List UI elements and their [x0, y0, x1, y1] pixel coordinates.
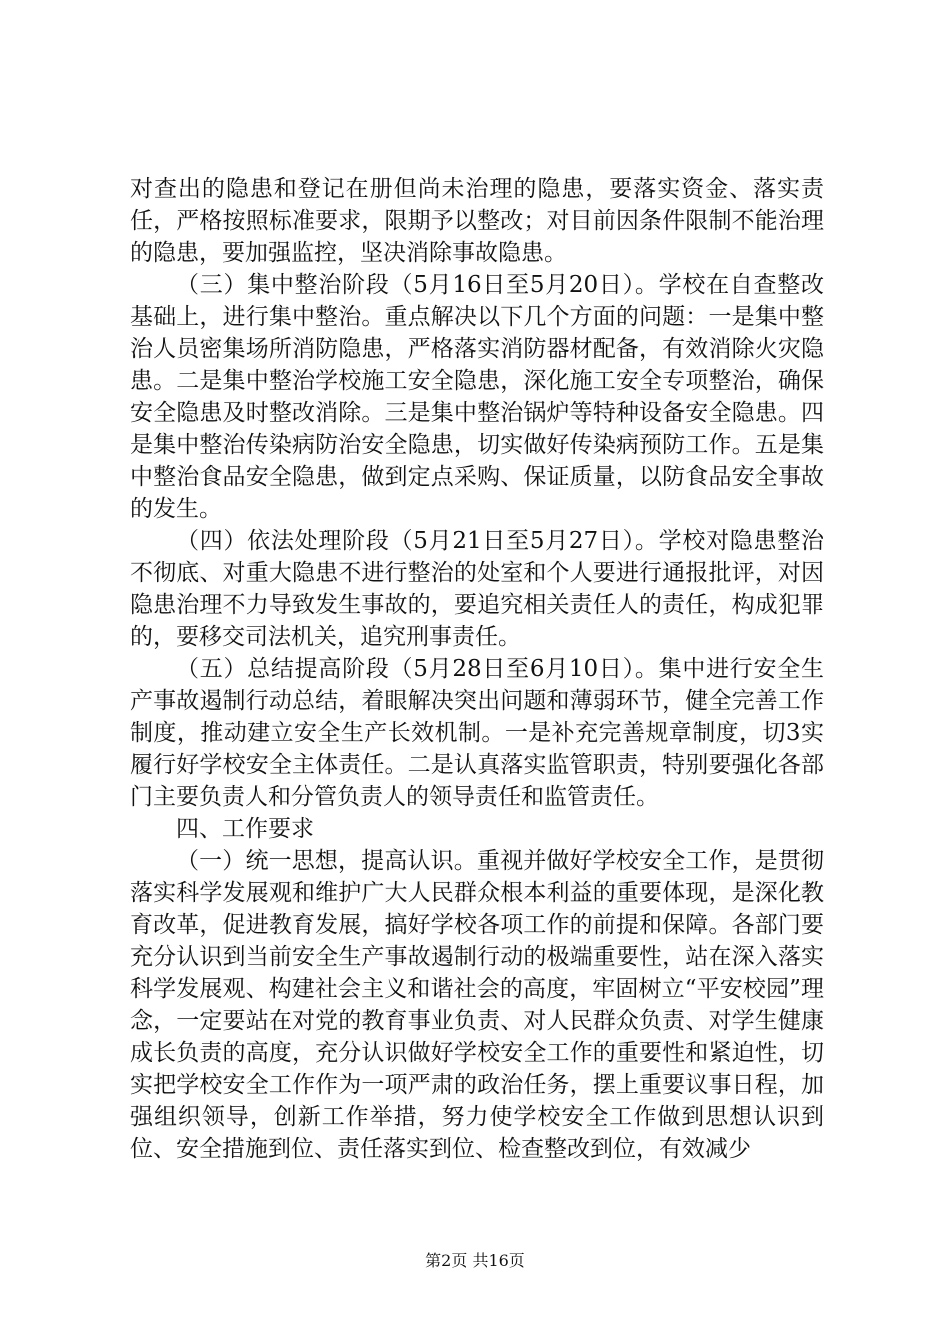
section-heading-work-requirements: 四、工作要求 — [176, 816, 314, 842]
paragraph-requirement-one: （一）统一思想，提高认识。重视并做好学校安全工作，是贯彻落实科学发展观和维护广大人民群众根本利益的重要体现，是深化教育改革，促进教育发展，搞好学校各项工作的前提和保障。各部门要充分认识到当前安全生产事故遏制行动的极端重要性，站在深入落实科学发展观、构建社会主义和谐社会的高度，牢固树立“平安校园”理念，一定要站在对党的教育事业负责、对人民群众负责、对学生健康成长负责的高度，充分认识做好学校安全工作的重要性和紧迫性，切实把学校安全工作作为一项严肃的政治任务，摆上重要议事日程，加强组织领导，创新工作举措，努力使学校安全工作做到思想认识到位、安全措施到位、责任落实到位、检查整改到位，有效减少 — [130, 848, 824, 1162]
paragraph-stage-three: （三）集中整治阶段（5月16日至5月20日）。学校在自查整改基础上，进行集中整治。重点解决以下几个方面的问题：一是集中整治人员密集场所消防隐患，严格落实消防器材配备，有效消除火灾隐患。二是集中整治学校施工安全隐患，深化施工安全专项整治，确保安全隐患及时整改消除。三是集中整治锅炉等特种设备安全隐患。四是集中整治传染病防治安全隐患，切实做好传染病预防工作。五是集中整治食品安全隐患，做到定点采购、保证质量，以防食品安全事故的发生。 — [130, 272, 824, 522]
paragraph-stage-four: （四）依法处理阶段（5月21日至5月27日）。学校对隐患整治不彻底、对重大隐患不进行整治的处室和个人要进行通报批评，对因隐患治理不力导致发生事故的，要追究相关责任人的责任，构成犯罪的，要移交司法机关，追究刑事责任。 — [130, 528, 824, 650]
paragraph-continuation: 对查出的隐患和登记在册但尚未治理的隐患，要落实资金、落实责任，严格按照标准要求，限期予以整改；对目前因条件限制不能治理的隐患，要加强监控，坚决消除事故隐患。 — [130, 176, 824, 266]
page-number-footer: 第2页 共16页 — [425, 1251, 525, 1270]
paragraph-stage-five: （五）总结提高阶段（5月28日至6月10日）。集中进行安全生产事故遏制行动总结，着眼解决突出问题和薄弱环节，健全完善工作制度，推动建立安全生产长效机制。一是补充完善规章制度，切3实履行好学校安全主体责任。二是认真落实监管职责，特别要强化各部门主要负责人和分管负责人的领导责任和监管责任。 — [130, 656, 824, 810]
document-body — [130, 173, 824, 1165]
